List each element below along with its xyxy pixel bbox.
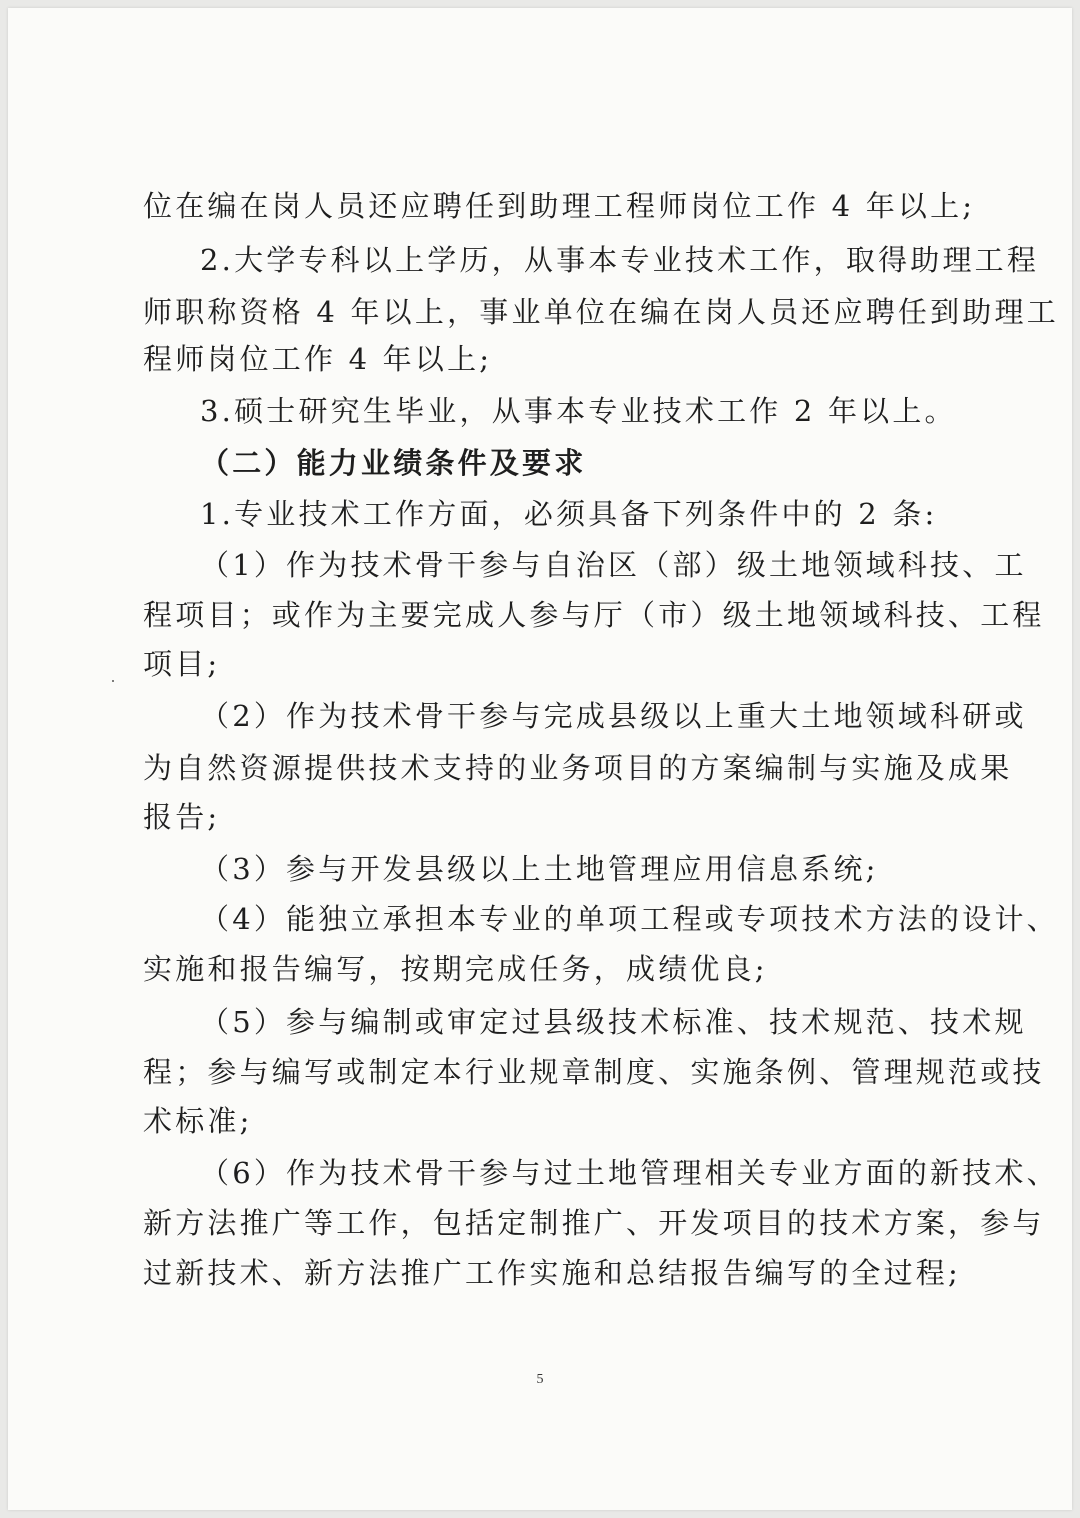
text-line: （1）作为技术骨干参与自治区（部）级土地领域科技、工: [200, 548, 1027, 582]
text-line: 报告;: [143, 800, 221, 834]
text-line: 术标准;: [143, 1104, 253, 1138]
text-line: 程师岗位工作 4 年以上;: [143, 342, 493, 376]
text-line: 程；参与编写或制定本行业规章制度、实施条例、管理规范或技: [143, 1055, 1045, 1089]
text-line: 师职称资格 4 年以上，事业单位在编在岗人员还应聘任到助理工: [143, 295, 1059, 329]
text-line: 1.专业技术工作方面，必须具备下列条件中的 2 条:: [200, 497, 938, 531]
text-line: （5）参与编制或审定过县级技术标准、技术规范、技术规: [200, 1005, 1027, 1039]
text-line: 位在编在岗人员还应聘任到助理工程师岗位工作 4 年以上;: [143, 189, 976, 223]
scan-speck: [112, 680, 114, 682]
text-line: 实施和报告编写，按期完成任务，成绩优良;: [143, 952, 768, 986]
text-line: 2.大学专科以上学历，从事本专业技术工作，取得助理工程: [200, 243, 1040, 277]
page-number: 5: [536, 1372, 544, 1387]
section-heading: （二）能力业绩条件及要求: [200, 446, 587, 480]
text-line: （4）能独立承担本专业的单项工程或专项技术方法的设计、: [200, 902, 1059, 936]
text-line: 项目;: [143, 647, 221, 681]
text-line: 3.硕士研究生毕业，从事本专业技术工作 2 年以上。: [200, 394, 957, 428]
text-line: 新方法推广等工作，包括定制推广、开发项目的技术方案，参与: [143, 1206, 1045, 1240]
text-line: （6）作为技术骨干参与过土地管理相关专业方面的新技术、: [200, 1156, 1059, 1190]
text-line: 程项目；或作为主要完成人参与厅（市）级土地领域科技、工程: [143, 598, 1045, 632]
text-line: 过新技术、新方法推广工作实施和总结报告编写的全过程;: [143, 1256, 961, 1290]
text-line: 为自然资源提供技术支持的业务项目的方案编制与实施及成果: [143, 751, 1013, 785]
text-line: （3）参与开发县级以上土地管理应用信息系统;: [200, 852, 879, 886]
text-line: （2）作为技术骨干参与完成县级以上重大土地领域科研或: [200, 699, 1027, 733]
